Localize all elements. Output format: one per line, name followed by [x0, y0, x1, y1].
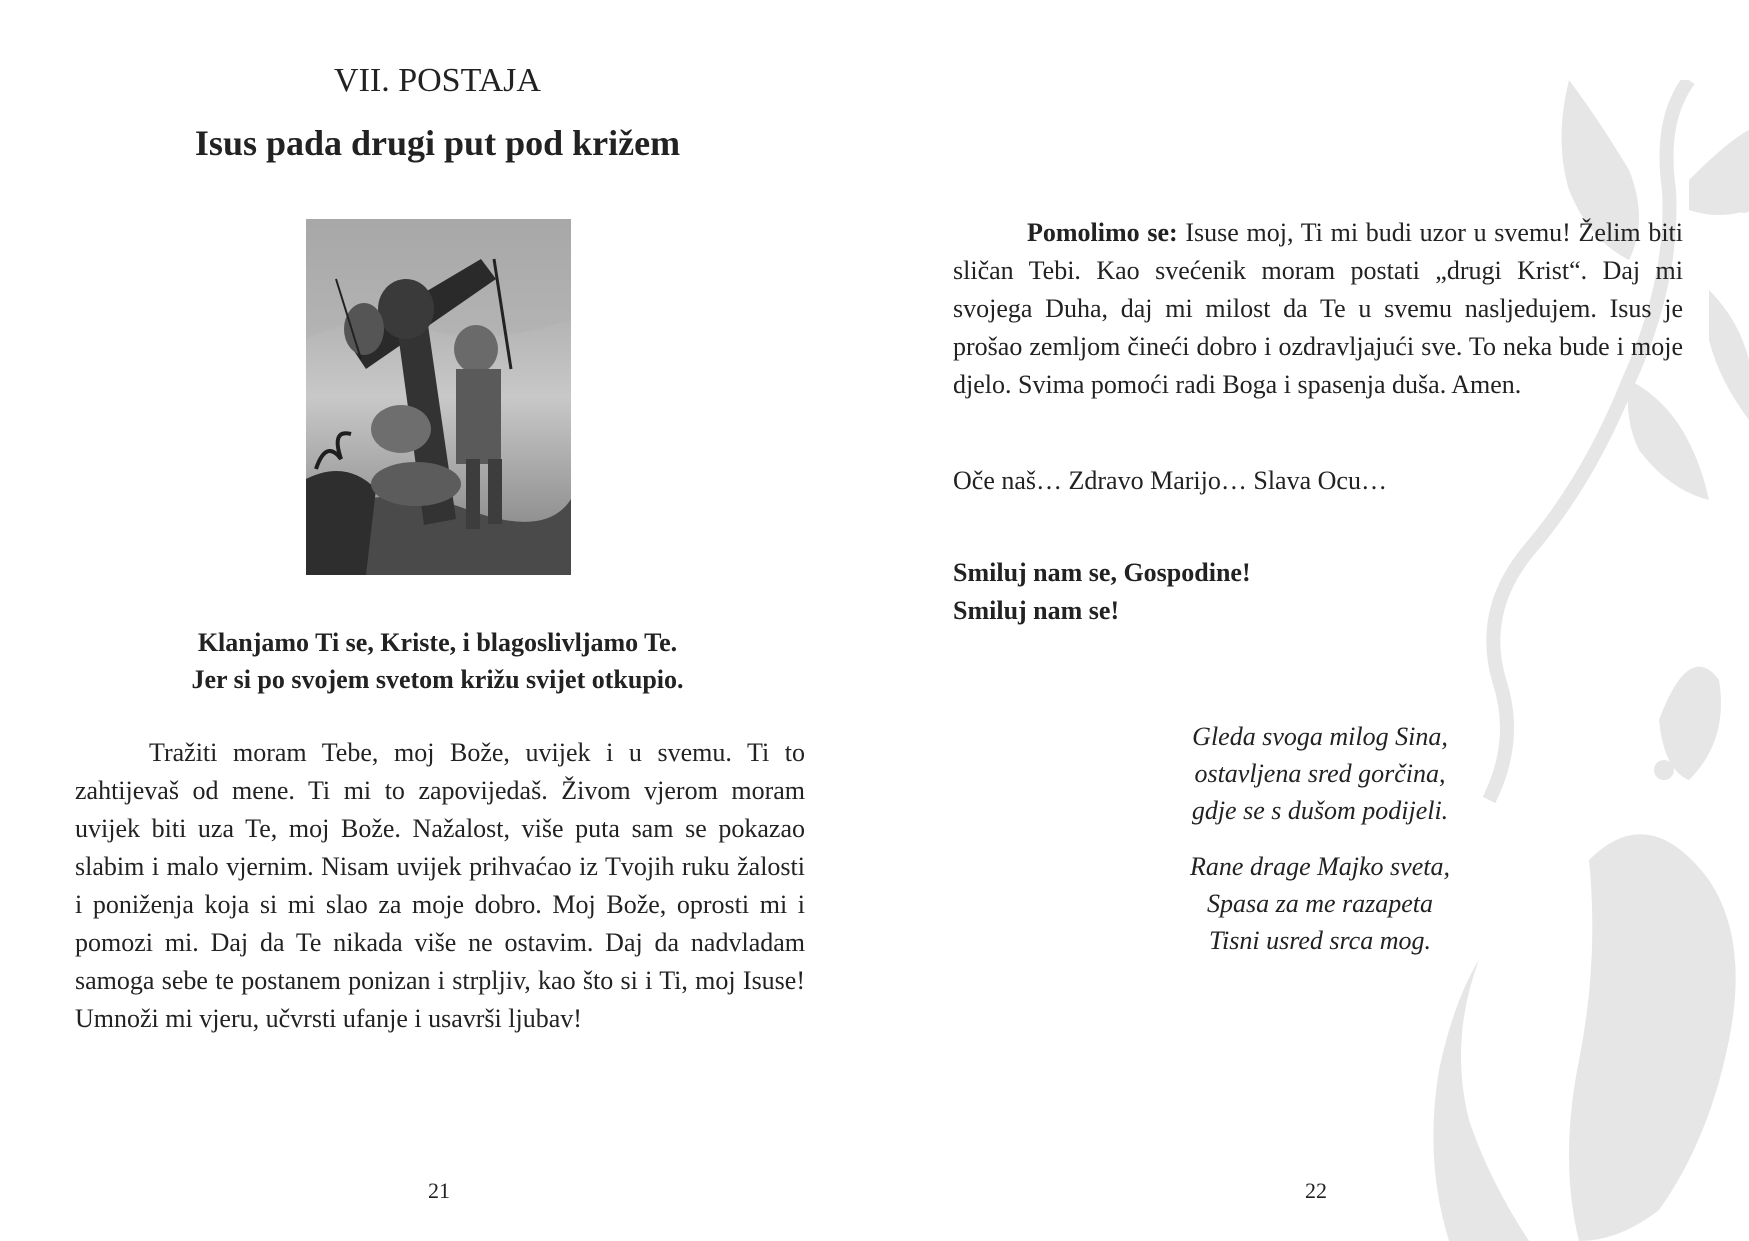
meditation-text: Tražiti moram Tebe, moj Bože, uvijek i u svemu. Ti to zahtijevaš od mene. Ti mi to zapovijedaš. Živom vjerom moram uvijek biti uza Te, moj Bože. Nažalost, više puta sam se pokazao slabim i malo vjernim. Nisam uvijek prihvaćao iz Tvojih ruku žalosti i poniženja koja si mi slao za moje dobro. Moj Bože, oprosti mi i pomozi mi. Daj da Te nikada više ne ostavim. Daj da nadvladam samoga sebe te postanem ponizan i strpljiv, kao što si i Ti, moj Isuse! Umnoži mi vjeru, učvrsti ufanje i usavrši ljubav! — [75, 738, 805, 1033]
mercy-line: Smiluj nam se! — [953, 596, 1120, 625]
page-number: 22 — [1305, 1178, 1327, 1203]
station-number: VII. POSTAJA — [334, 62, 541, 99]
hymn-stanza-2 — [1110, 848, 1530, 959]
stanza-line: Rane drage Majko sveta, — [1190, 852, 1450, 881]
page-number: 21 — [428, 1178, 450, 1203]
stanza-line: Spasa za me razapeta — [1206, 889, 1434, 918]
adoration-verse — [60, 624, 815, 698]
adoration-line: Klanjamo Ti se, Kriste, i blagoslivljamo Te. — [197, 628, 678, 657]
stanza-line: ostavljena sred gorčina, — [1194, 759, 1446, 788]
stanza-line: gdje se s dušom podijeli. — [1191, 796, 1449, 825]
hymn-stanza-1 — [1110, 718, 1530, 829]
stanza-line: Gleda svoga milog Sina, — [1192, 722, 1448, 751]
prayer-paragraph — [953, 214, 1683, 404]
prayer-text: Isuse moj, Ti mi budi uzor u svemu! Želim biti sličan Tebi. Kao svećenik moram postati „drugi Krist“. Daj mi svojega Duha, daj mi milost da Te u svemu nasljedujem. Isus je prošao zemljom čineći dobro i ozdravljajući sve. To neka bude i moje djelo. Svima pomoći radi Boga i spasenja duša. Amen. — [953, 218, 1683, 399]
mercy-line: Smiluj nam se, Gospodine! — [953, 558, 1251, 587]
adoration-line: Jer si po svojem svetom križu svijet otkupio. — [191, 665, 684, 694]
stanza-line: Tisni usred srca mog. — [1209, 926, 1431, 955]
prayer-label: Pomolimo se: — [1027, 218, 1178, 247]
station-title: Isus pada drugi put pod križem — [194, 123, 681, 163]
mercy-invocation — [953, 554, 1251, 630]
station-illustration — [306, 219, 571, 575]
prayers-line: Oče naš… Zdravo Marijo… Slava Ocu… — [953, 466, 1387, 495]
